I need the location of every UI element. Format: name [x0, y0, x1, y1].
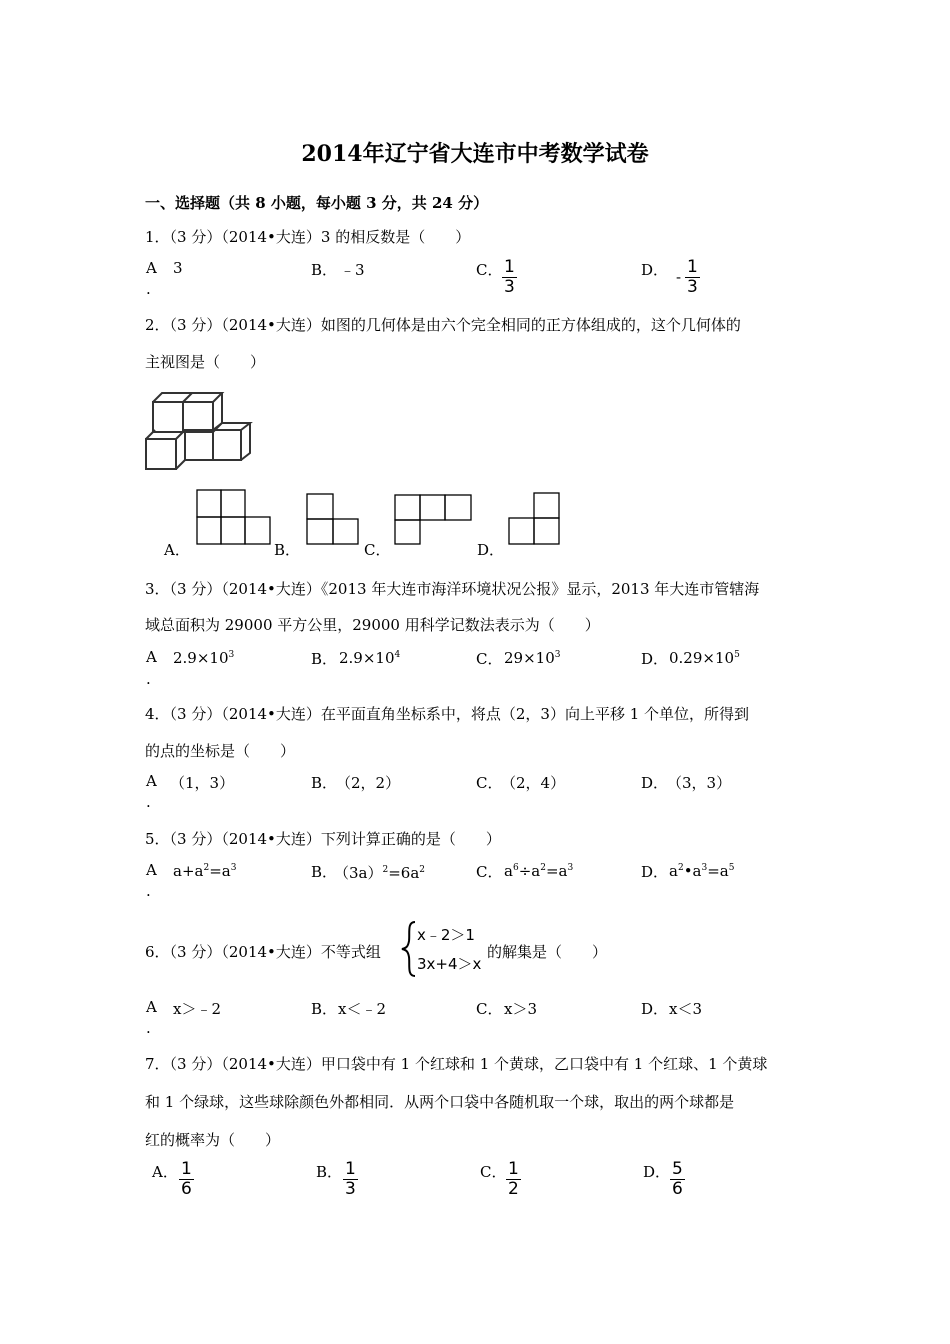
q6-option-c: x＞3: [504, 1000, 538, 1018]
q2-option-a-label: A．: [164, 541, 190, 559]
question-7-stem-line2: 和 1 个绿球，这些球除颜色外都相同．从两个口袋中各随机取一个球，取出的两个球都是: [145, 1093, 735, 1111]
question-3-stem-line1: 3．（3 分）（2014•大连）《2013 年大连市海洋环境状况公报》显示，2013 年大连市管辖海: [145, 580, 760, 598]
q7-option-c-fraction: [506, 1160, 521, 1199]
q6-option-a-dot: .: [146, 1019, 151, 1037]
q4-option-d-label: D．: [641, 774, 669, 792]
q3-c-exp: 3: [554, 650, 561, 660]
q6-system-line1: x﹣2＞1: [417, 926, 475, 944]
q7-d-numerator: 5: [672, 1159, 683, 1179]
q5-option-a-dot: .: [146, 882, 151, 900]
question-4-stem-line2: 的点的坐标是（ ）: [145, 742, 296, 760]
q3-b-exp: 4: [394, 650, 401, 660]
q2-option-b-label: B．: [274, 541, 301, 559]
q1-option-c-label: C．: [476, 261, 503, 279]
q1-option-b: ﹣3: [340, 261, 365, 279]
q1-option-d-numerator: 1: [687, 257, 698, 277]
question-4-stem-line1: 4．（3 分）（2014•大连）在平面直角坐标系中，将点（2，3）向上平移 1 个单位，所得到: [145, 705, 750, 723]
q6-option-a-label: A: [146, 998, 157, 1016]
q1-option-a-dot: .: [146, 280, 151, 298]
q3-b-base: 2.9×10: [339, 649, 395, 667]
q1-option-a-label: A: [146, 259, 157, 277]
question-7-stem-line1: 7．（3 分）（2014•大连）甲口袋中有 1 个红球和 1 个黄球，乙口袋中有 1 个红球、1 个黄球: [145, 1055, 768, 1073]
q5-option-d-label: D．: [641, 863, 669, 881]
question-2-stem-line2: 主视图是（ ）: [145, 353, 266, 371]
q1-option-a: 3: [173, 259, 183, 277]
q3-d-base: 0.29×10: [669, 649, 735, 667]
question-5-stem: 5．（3 分）（2014•大连）下列计算正确的是（ ）: [145, 830, 501, 848]
q5-option-c: $a^6\div a^2=a^3$: [504, 862, 574, 880]
q3-option-d-label: D．: [641, 650, 669, 668]
q3-c-base: 29×10: [504, 649, 555, 667]
q6-option-d: x＜3: [669, 1000, 703, 1018]
section-heading: 一、选择题（共 8 小题，每小题 3 分，共 24 分）: [145, 194, 489, 212]
q7-option-b-fraction: [343, 1160, 358, 1199]
q5-option-d: $a^2•a^3=a^5$: [669, 862, 735, 880]
q6-option-b-label: B．: [311, 1000, 338, 1018]
q3-option-a-dot: .: [146, 670, 151, 688]
q2-option-d-label: D．: [477, 541, 505, 559]
q6-option-b: x＜﹣2: [338, 1000, 387, 1018]
q4-option-c: （2，4）: [501, 774, 566, 792]
q7-option-d-label: D．: [643, 1163, 671, 1181]
page-title: 2014年辽宁省大连市中考数学试卷: [301, 141, 649, 167]
q3-option-b-label: B．: [311, 650, 338, 668]
q5-option-c-label: C．: [476, 863, 503, 881]
q6-system-line2: 3x+4＞x: [417, 955, 482, 973]
q3-option-a-label: A: [146, 648, 157, 666]
q6-option-c-label: C．: [476, 1000, 503, 1018]
q7-a-denominator: 6: [181, 1179, 192, 1199]
q4-option-a-dot: .: [146, 793, 151, 811]
question-1-stem: 1．（3 分）（2014•大连）3 的相反数是（ ）: [145, 228, 471, 246]
question-6-stem-prefix: 6．（3 分）（2014•大连）不等式组: [145, 943, 381, 961]
q7-b-denominator: 3: [345, 1179, 356, 1199]
q1-option-c-numerator: 1: [504, 257, 515, 277]
q5-option-b: $(3a)^2=6a^2$: [334, 864, 426, 882]
q7-c-denominator: 2: [508, 1179, 519, 1199]
q7-option-b-label: B．: [316, 1163, 343, 1181]
q6-option-d-label: D．: [641, 1000, 669, 1018]
q7-d-denominator: 6: [672, 1179, 683, 1199]
q1-option-d-sign: -: [676, 268, 682, 286]
q1-option-d-denominator: 3: [687, 277, 698, 297]
question-6-stem-suffix: 的解集是（ ）: [487, 943, 608, 961]
q1-option-b-label: B．: [311, 261, 338, 279]
q5-option-a-label: A: [146, 861, 157, 879]
q5-option-b-label: B．: [311, 863, 338, 881]
q6-option-a: x＞﹣2: [173, 1000, 222, 1018]
q3-option-c-label: C．: [476, 650, 503, 668]
q4-option-b: （2，2）: [336, 774, 401, 792]
q7-option-c-label: C．: [480, 1163, 507, 1181]
q7-b-numerator: 1: [345, 1159, 356, 1179]
q4-option-a: （1，3）: [170, 774, 235, 792]
q4-option-b-label: B．: [311, 774, 338, 792]
q7-option-a-label: A．: [152, 1163, 178, 1181]
q4-option-a-label: A: [146, 772, 157, 790]
q3-a-base: 2.9×10: [173, 649, 229, 667]
q3-d-exp: 5: [734, 650, 740, 660]
q1-option-d-label: D．: [641, 261, 669, 279]
q4-option-d: （3，3）: [667, 774, 732, 792]
q7-a-numerator: 1: [181, 1159, 192, 1179]
question-3-stem-line2: 域总面积为 29000 平方公里，29000 用科学记数法表示为（ ）: [145, 616, 600, 634]
question-2-stem-line1: 2．（3 分）（2014•大连）如图的几何体是由六个完全相同的正方体组成的，这个几何体的: [145, 316, 741, 334]
q7-option-a-fraction: [179, 1160, 194, 1199]
q7-option-d-fraction: [670, 1160, 685, 1199]
q7-c-numerator: 1: [508, 1159, 519, 1179]
q4-option-c-label: C．: [476, 774, 503, 792]
q1-option-c-denominator: 3: [504, 277, 515, 297]
q5-option-a: $a+a^2=a^3$: [173, 862, 237, 880]
question-7-stem-line3: 红的概率为（ ）: [145, 1131, 281, 1149]
q3-a-exp: 3: [228, 650, 235, 660]
q2-option-c-label: C．: [364, 541, 391, 559]
